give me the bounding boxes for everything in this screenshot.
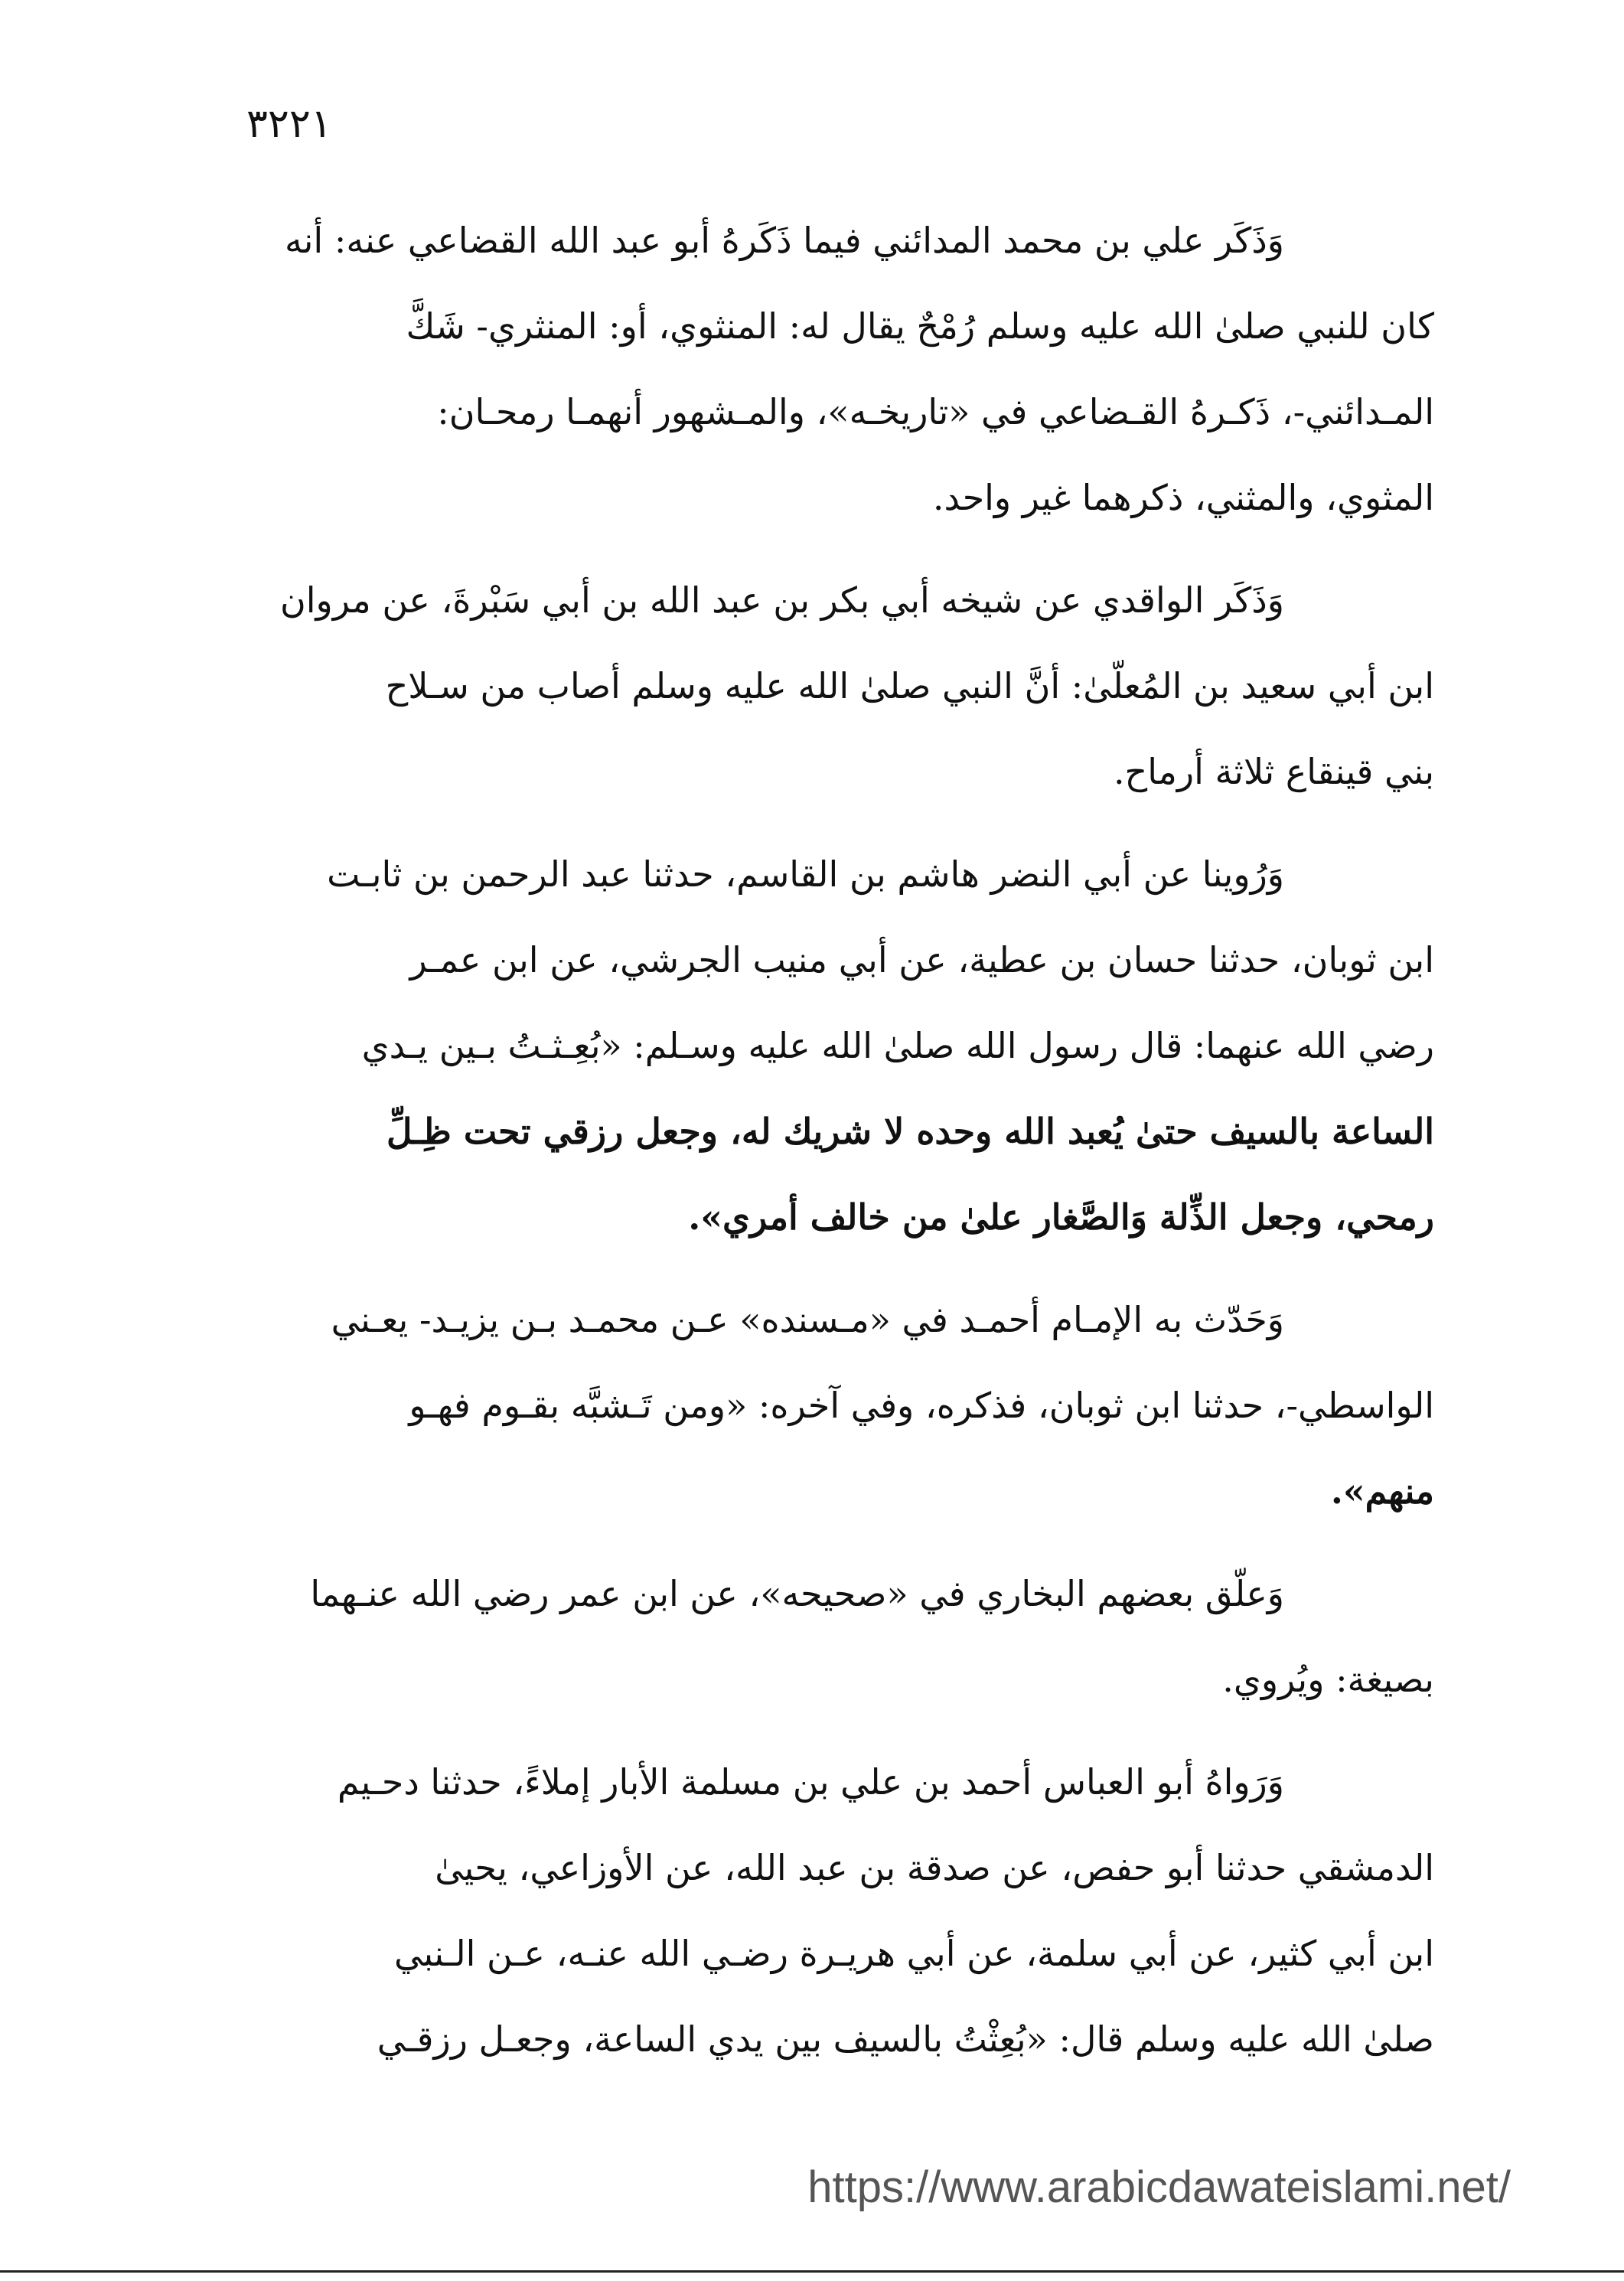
text-line: الدمشقي حدثنا أبو حفص، عن صدقة بن عبد الله، عن الأوزاعي، يحيىٰ xyxy=(435,1847,1434,1888)
text-line: صلىٰ الله عليه وسلم قال: «بُعِثْتُ بالسيف بين يدي الساعة، وجعـل رزقـي xyxy=(377,2018,1434,2060)
page-number: ٣٢٢١ xyxy=(246,101,332,147)
hadith-text-line: الساعة بالسيف حتىٰ يُعبد الله وحده لا شريك له، وجعل رزقي تحت ظِـلِّ xyxy=(386,1111,1434,1152)
text-line: بني قينقاع ثلاثة أرماح. xyxy=(1113,751,1434,792)
text-line: وَحَدّث به الإمـام أحمـد في «مـسنده» عـن محمـد بـن يزيـد- يعـني xyxy=(331,1299,1284,1340)
text-line: ابن أبي كثير، عن أبي سلمة، عن أبي هريـرة رضـي الله عنـه، عـن الـنبي xyxy=(394,1933,1434,1974)
text-line: رضي الله عنهما: قال رسول الله صلىٰ الله عليه وسـلم: «بُعِـثـتُ بـين يـدي xyxy=(361,1025,1434,1066)
text-line: وَرَواهُ أبو العباس أحمد بن علي بن مسلمة الأبار إملاءً، حدثنا دحـيم xyxy=(337,1761,1284,1803)
body-text xyxy=(243,197,1434,2099)
paragraph-1 xyxy=(243,197,1434,540)
text-line: المثوي، والمثني، ذكرهما غير واحد. xyxy=(932,477,1434,518)
bottom-rule xyxy=(0,2270,1624,2273)
paragraph-5 xyxy=(243,1551,1434,1722)
text-line: وَعلّق بعضهم البخاري في «صحيحه»، عن ابن عمر رضي الله عنـهما xyxy=(310,1573,1284,1614)
text-line: وَرُوينا عن أبي النضر هاشم بن القاسم، حدثنا عبد الرحمن بن ثابـت xyxy=(327,853,1284,895)
text-line: منهم». xyxy=(1330,1470,1434,1512)
hadith-text-line: رمحي، وجعل الذِّلة وَالصَّغار علىٰ من خالف أمري». xyxy=(688,1196,1434,1238)
footer-url: https://www.arabicdawateislami.net/ xyxy=(807,2162,1511,2212)
text-line: وَذَكَر علي بن محمد المدائني فيما ذَكَرهُ أبو عبد الله القضاعي عنه: أنه xyxy=(284,220,1284,261)
paragraph-6 xyxy=(243,1739,1434,2082)
text-line: ابن أبي سعيد بن المُعلّىٰ: أنَّ النبي صلىٰ الله عليه وسلم أصاب من سـلاح xyxy=(385,665,1434,706)
text-line: الواسطي-، حدثنا ابن ثوبان، فذكره، وفي آخره: «ومن تَـشبَّه بقـوم فهـو xyxy=(409,1385,1434,1426)
paragraph-2 xyxy=(243,557,1434,814)
paragraph-3 xyxy=(243,831,1434,1260)
paragraph-4 xyxy=(243,1277,1434,1534)
text-line: كان للنبي صلىٰ الله عليه وسلم رُمْحٌ يقال له: المنثوي، أو: المنثري- شَكَّ xyxy=(406,305,1434,347)
text-line: بصيغة: ويُروي. xyxy=(1222,1659,1434,1700)
text-line: ابن ثوبان، حدثنا حسان بن عطية، عن أبي منيب الجرشي، عن ابن عمـر xyxy=(409,939,1434,981)
text-line: المـدائني-، ذَكـرهُ القـضاعي في «تاريخـه»، والمـشهور أنهمـا رمحـان: xyxy=(437,391,1434,432)
text-line: وَذَكَر الواقدي عن شيخه أبي بكر بن عبد الله بن أبي سَبْرةَ، عن مروان xyxy=(279,579,1284,621)
